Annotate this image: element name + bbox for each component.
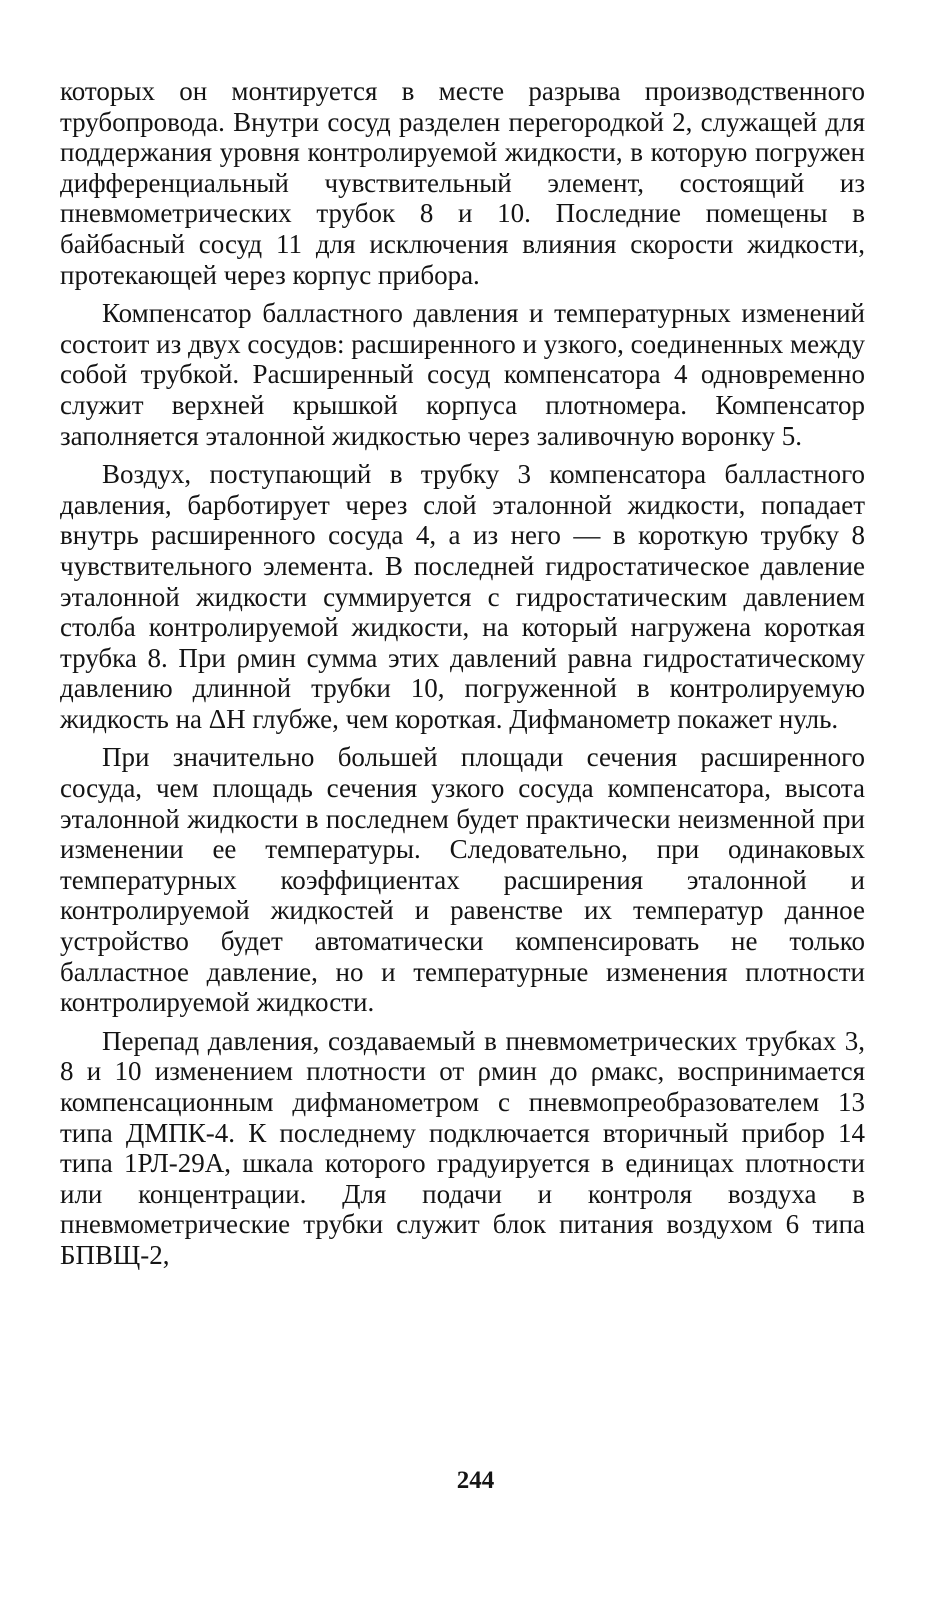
paragraph-4: При значительно большей площади сечения расширенного сосуда, чем площадь сечения узкого сосуда компенсатора, высота эталонной жидкости в последнем будет практически неизменной при изменении ее температуры. Следовательно, при одинаковых температурных коэффициентах расширения эталонной и контролируемой жидкостей и равенстве их температур данное устройство будет автоматически компенсировать не только балластное давление, но и температурные изменения плотности контролируемой жидкости. <box>60 742 865 1018</box>
paragraph-3: Воздух, поступающий в трубку 3 компенсатора балластного давления, барботирует через слой эталонной жидкости, попадает внутрь расширенного сосуда 4, а из него — в короткую трубку 8 чувствительного элемента. В последней гидростатическое давление эталонной жидкости суммируется с гидростатическим давлением столба контролируемой жидкости, на который нагружена короткая трубка 8. При ρмин сумма этих давлений равна гидростатическому давлению длинной трубки 10, погруженной в контролируемую жидкость на ΔH глубже, чем короткая. Дифманометр покажет нуль. <box>60 459 865 734</box>
page-number: 244 <box>456 1467 495 1494</box>
paragraph-5: Перепад давления, создаваемый в пневмометрических трубках 3, 8 и 10 изменением плотности от ρмин до ρмакс, воспринимается компенсационным дифманометром с пневмопреобразователем 13 типа ДМПК-4. К последнему подключается вторичный прибор 14 типа 1РЛ-29А, шкала которого градуируется в единицах плотности или концентрации. Для подачи и контроля воздуха в пневмометрические трубки служит блок питания воздухом 6 типа БПВЩ-2, <box>60 1025 865 1270</box>
paragraph-1: которых он монтируется в месте разрыва производственного трубопровода. Внутри сосуд разделен перегородкой 2, служащей для поддержания уровня контролируемой жидкости, в которую погружен дифференциальный чувствительный элемент, состоящий из пневмометрических трубок 8 и 10. Последние помещены в байбасный сосуд 11 для исключения влияния скорости жидкости, протекающей через корпус прибора. <box>60 76 865 290</box>
paragraph-2: Компенсатор балластного давления и температурных изменений состоит из двух сосудов: расширенного и узкого, соединенных между собой трубкой. Расширенный сосуд компенсатора 4 одновременно служит верхней крышкой корпуса плотномера. Компенсатор заполняется эталонной жидкостью через заливочную воронку 5. <box>60 298 865 451</box>
document-body <box>60 76 865 1271</box>
